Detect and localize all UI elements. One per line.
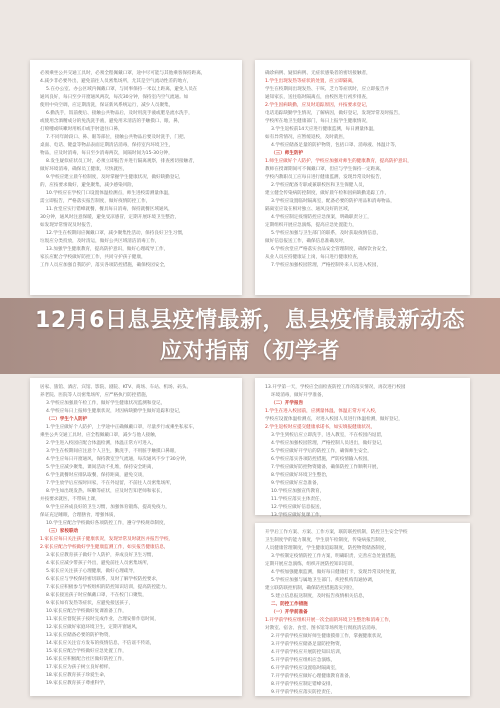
text-line: 1.学生在进入校园前，应测量体温，体温正常方可入校， xyxy=(265,409,380,414)
text-line: 8.学校应做好环境卫生整治， xyxy=(271,473,331,478)
banner-title: 12月6日息县疫情最新，息县疫情最新动态应对指南（初学者 xyxy=(35,308,465,364)
text-line: 2.学生返校时应提交健康承诺书，如实填报健康状况， xyxy=(265,425,376,430)
document-page-2 xyxy=(255,60,470,295)
text-line: 家长应配合学校做好防控工作，共同守护孩子健康， xyxy=(40,255,146,260)
text-line: 7.家长应积极参与学校组织的防控知识培训，提高防控能力， xyxy=(46,585,170,590)
text-line: 9.学生应养成良好的卫生习惯，加强体育锻炼，提高免疫力， xyxy=(46,505,170,510)
text-line: 1.师生应做好个人防护，学校应加强对师生的健康教育，提高防护意识， xyxy=(265,159,412,164)
text-line: 8.发生疑似症状员工时，必须立即报告并进行隔离观察，排查密切接触者， xyxy=(46,159,198,164)
text-line: 9.开学前学校应落实防控责任， xyxy=(271,690,336,695)
text-line: 9.学校应做好应急准备， xyxy=(271,481,322,486)
text-line: 学校所在地卫生健康部门，每日上报学生健康情况， xyxy=(265,119,371,124)
text-line: 桌面、电话、键盘等物品表面定期清洁消毒，保持室内环境卫生， xyxy=(40,143,174,148)
text-line: 4.学校应储备足量的防护物资，包括口罩、消毒液、体温计等， xyxy=(271,143,400,148)
text-line: 开学后工作方案、方案、工作方案，联防联控机制，防控卫生安全学校 xyxy=(265,530,408,535)
text-line: 的，应按要求做好，避免聚集，减少感染风险， xyxy=(40,183,137,188)
text-line: 3.学生返校前14天应进行健康监测，每日测量体温， xyxy=(271,127,378,132)
text-line: 6.勤洗手，饭前便后、接触公共物品后，及时用洗手液或肥皂流水洗手， xyxy=(46,111,193,116)
text-line: 4.家长应减少带孩子外出，避免前往人员密集场所， xyxy=(46,561,152,566)
text-line: 学校内教职员工应每日进行健康监测，发现异常及时报告， xyxy=(265,175,385,180)
text-line: 保证充足睡眠，合理膳食，增强体质， xyxy=(40,513,119,518)
text-line: 2.学生因病缺勤，应及时追踪原因，并按要求登记， xyxy=(265,103,371,108)
text-line: 电话追踪缺勤学生情况，了解病因，做好登记，发现异常及时报告， xyxy=(265,111,403,116)
text-line: 13.加强学生健康教育，提高防护意识，做好心理疏导工作， xyxy=(46,247,169,252)
text-line: 6.学生就餐时应排队取餐，保持距离，避免交谈， xyxy=(46,473,147,478)
text-line: 5.学生应减少聚集，课间活动不扎堆，保持安全距离， xyxy=(46,465,157,470)
text-line: 使用中央空调，应定期清洗，保证新风系统运行，减少人员聚集， xyxy=(40,103,174,108)
section-heading: （一）开学前准备 xyxy=(271,610,308,615)
text-line: 7.学校应加强校园管理，严格控制外来人员进入校园， xyxy=(271,263,382,268)
text-line: 乘坐公共交通工具时，应全程佩戴口罩，减少与他人接触， xyxy=(40,433,160,438)
text-line: 并按要求就医，不带病上课， xyxy=(40,497,100,502)
text-line: 需立即报告，严格落实报告制度，做好疫情防控工作， xyxy=(40,199,151,204)
text-line: 1.学生应做好个人防护，上学途中正确佩戴口罩，尽量步行或乘坐私家车， xyxy=(46,425,198,430)
text-line: 3.学生在校期间应注意个人卫生，勤洗手，不用脏手触摸口鼻眼， xyxy=(46,449,180,454)
text-line: 7.不同年龄段口、鼻、眼等部位，接触公共物品后要及时洗手，门把、 xyxy=(46,135,189,140)
text-line: 通风良好，每日至少开窗通风两次，每次30分钟，保持室内空气流通。如 xyxy=(40,95,189,100)
text-line: 30分钟，通风时注意保暖，避免受凉感冒，定期开展环境卫生整治， xyxy=(40,215,180,220)
text-line: 7.开学前学校应做好心理健康教育准备， xyxy=(271,674,354,679)
text-line: 1.学生出现发热等症状的处置，应立即隔离， xyxy=(265,79,357,84)
text-line: 2.家长应配合学校做好学生健康监测工作，如实报告健康信息， xyxy=(40,545,169,550)
text-line: 如有异常情况，应暂缓返校，及时就医， xyxy=(265,135,348,140)
text-line: 建立健全传染病防控制度，做好晨午检和因病缺勤追踪工作， xyxy=(265,191,390,196)
text-line: 19.家长应教育孩子尊重科学， xyxy=(46,681,109,686)
text-line: 5.学校应加强与卫生部门的联系，及时获取疫情信息， xyxy=(271,231,382,236)
text-line: 2.开学前学校应做好师生健康摸排工作，掌握健康状况， xyxy=(271,634,386,639)
text-line: 做好信息报送工作，确保信息准确及时， xyxy=(265,239,348,244)
text-line: 9.学校应建立晨午检制度，及时掌握学生健康状况，做好缺勤登记， xyxy=(46,175,184,180)
text-line: 8.家长接送孩子时应佩戴口罩，不在校门口聚集， xyxy=(46,593,147,598)
section-heading: （三）家校联动 xyxy=(46,529,79,534)
text-line: 13.开学第一天，学校应全面检查防控工作的落实情况，再次进行校园 xyxy=(265,385,406,390)
text-line: 确诊病例、疑似病例、无症状感染者的密切接触者， xyxy=(265,71,371,76)
text-line: 4.减少非必要外出，避免前往人员密集场所，尤其是空气流动性差的地方， xyxy=(40,79,192,84)
text-line: 2.学校应配备专职或兼职校医和卫生保健人员， xyxy=(271,183,368,188)
text-line: 6.学校应落实各项防控措施，严防疫情输入校园， xyxy=(271,457,372,462)
text-line: 14.家长应关注官方发布的疫情信息，不信谣不传谣， xyxy=(46,641,155,646)
text-line: 教师在授课期间可不佩戴口罩，但应与学生保持一定距离， xyxy=(265,167,385,172)
document-page-5 xyxy=(255,523,470,696)
text-line: 1.家长应每日关注孩子健康状况，发现异常及时就医并报告学校， xyxy=(40,537,174,542)
text-line: 12.家长应做好家庭环境卫生，定期开窗通风， xyxy=(46,625,141,630)
text-line: 1.开学前学校应组织开展一次全面的环境卫生整治和消毒工作， xyxy=(265,618,394,623)
text-line: 10.家长应配合学校做好复课准备工作， xyxy=(46,609,127,614)
text-line: 10.学生应配合学校做好各项防控工作，遵守学校规章制度， xyxy=(46,521,169,526)
text-line: 6.家长应与学校保持密切联系，及时了解学校防控要求， xyxy=(46,577,161,582)
text-line: 3.学校应加强晨午检工作，做好学生健康状况监测和登记， xyxy=(46,401,166,406)
text-line: 卫生制度学的能力制度，学生晨午检制度，传染病报告制度， xyxy=(265,538,390,543)
text-line: 必须乘坐公共交通工具时，必须全程佩戴口罩，途中尽可能与其他乘客保持距离， xyxy=(40,71,206,76)
text-line: 17.家长应为孩子树立良好榜样， xyxy=(46,665,114,670)
text-line: 4.开学前学校应开展防控知识培训， xyxy=(271,650,345,655)
text-line: 对教室、宿舍、食堂、图书馆等场所进行彻底清洁消毒， xyxy=(265,626,380,631)
section-heading: （二）开学报告 xyxy=(271,401,304,406)
text-line: 18.家长应教育孩子珍爱生命， xyxy=(46,673,109,678)
text-line: 物品，应及时消毒，每日至少消毒两次，间隔时间为15-30分钟， xyxy=(40,151,173,156)
text-line: 15.家长应配合学校做好应急处置工作， xyxy=(46,649,127,654)
text-line: 4.学校应每日上报师生健康状况，对因病缺勤学生做好追踪和登记， xyxy=(46,409,184,414)
text-line: 10.学校应加强宣传教育， xyxy=(271,489,325,494)
text-line: 5.开学前学校应组织应急演练， xyxy=(271,658,336,663)
text-line: 3.学校应设置临时隔离室，配备必要的防护用品和消毒物品， xyxy=(271,199,395,204)
text-line: 做好环境消毒，确保员工健康，尽快就医， xyxy=(40,167,128,172)
text-line: 5.学校应加强与属地卫生部门、疾控机构沟通协调， xyxy=(271,578,377,583)
text-line: 定期组织开展应急演练，提高应急处置能力， xyxy=(265,223,357,228)
text-line: 5.家长应关注孩子心理健康，做好心理疏导， xyxy=(46,569,138,574)
text-line: 居家、旅馆、酒店、宾馆、影院、剧院、KTV、商场、车站、机场、码头、 xyxy=(40,385,192,390)
text-line: 隔离室应设在相对独立、通风良好的区域， xyxy=(265,207,353,212)
text-line: 或使用含酒精成分的免洗洗手液，避免用未清洁的手触摸口、眼、鼻， xyxy=(40,119,183,124)
text-line: 工作人员应加强自我防护，落实各项防控措施，确保校园安全， xyxy=(40,263,169,268)
text-line: 3.家长应教育孩子做好个人防护，养成良好卫生习惯， xyxy=(46,553,157,558)
text-line: 11.家长应督促孩子按时完成作业，合理安排作息时间， xyxy=(46,617,159,622)
text-line: 12.学校应做好信息报送， xyxy=(271,505,325,510)
text-line: 11.食堂应实行错峰就餐，餐具每日消毒，保持就餐区域通风， xyxy=(46,207,173,212)
text-line: 3.开学前学校应储备足量防控物资， xyxy=(271,642,345,647)
text-line: 9.家长如有发热等症状，应避免接送孩子， xyxy=(46,601,134,606)
text-line: 16.家长应积极配合社区做好防控工作， xyxy=(46,657,127,662)
text-line: 5.建立信息报送制度，及时报告疫情相关信息， xyxy=(271,594,368,599)
text-line: 3.学生到校后应立即洗手，进入教室，不在校园内逗留， xyxy=(271,433,386,438)
text-line: 3.学校制定疫情防控工作方案，明确职责，完善应急处置措施， xyxy=(271,554,400,559)
text-line: 学校应设置体温检测点，对进入校园人员进行体温检测，做好登记， xyxy=(265,417,403,422)
text-line: 12.学生在校期间应佩戴口罩，减少聚集性活动，保持良好卫生习惯， xyxy=(46,231,187,236)
text-line: 2.学生进入校园应配合体温检测，体温正常方可进入， xyxy=(46,441,157,446)
text-line: 定期开展应急演练，组织开展防控知识培训， xyxy=(265,562,357,567)
text-line: 4.学校应制定疫情防控应急预案，明确职责分工， xyxy=(271,215,372,220)
title-banner xyxy=(0,298,500,374)
text-line: 学生在校期间出现发热、干咳、乏力等症状时，应立即报告并 xyxy=(265,87,390,92)
text-line: 4.学校应加强校园管理，严格控制人员进出，做好登记， xyxy=(271,441,386,446)
text-line: 从业人员应持健康证上岗，每日进行健康检查， xyxy=(265,255,362,260)
section-heading: 二、防控工作措施 xyxy=(271,602,308,607)
text-line: 打喷嚏或咳嗽时用纸巾或手肘遮住口鼻， xyxy=(40,127,123,132)
text-line: 6.开学前学校应设置临时隔离室， xyxy=(271,666,340,671)
section-heading: （二）学生个人防护 xyxy=(46,417,88,422)
text-line: 11.学校应落实主体责任， xyxy=(271,497,325,502)
document-page-4 xyxy=(255,378,470,518)
text-line: 环境消毒，做好开学准备， xyxy=(271,393,327,398)
text-line: 13.学校应做好复课工作， xyxy=(271,513,325,518)
text-line: 7.学校应做好防控物资储备，确保防控工作顺利开展， xyxy=(271,465,382,470)
document-page-3 xyxy=(30,378,242,696)
text-line: 通知家长，送往临时隔离点，由校医进行初步排查， xyxy=(265,95,371,100)
text-line: 7.学生放学后应按时回家，不在外逗留，不前往人员密集场所， xyxy=(46,481,175,486)
text-line: 4.学校加强健康监测，做好每日健康打卡，发现异常及时处置， xyxy=(271,570,400,575)
text-line: 养老院、医院等人员密集场所，应严格执行防控措施， xyxy=(40,393,151,398)
text-line: 8.学生如出现发热、咳嗽等症状，应及时告知老师和家长， xyxy=(46,489,166,494)
text-line: 建立联防联控机制，确保防控措施落实到位， xyxy=(265,586,357,591)
text-line: 6.学校食堂应严格落实食品安全管理制度，确保饮食安全， xyxy=(271,247,391,252)
text-line: 4.学生应每日开窗通风，保持教室空气流通，每次通风不少于30分钟， xyxy=(46,457,190,462)
document-page-1 xyxy=(30,60,242,295)
text-line: 8.开学前学校应制定错峰安排， xyxy=(271,682,336,687)
section-heading: （三）师生防护 xyxy=(271,151,304,156)
text-line: 垃圾应分类投放，及时清运，做好公共区域清洁消毒工作， xyxy=(40,239,160,244)
text-line: 5.在办公室、办公区域内佩戴口罩，与同事保持一米以上距离，避免人员在 xyxy=(46,87,198,92)
text-line: 人员健康管理制度，学生健康追踪制度，防控物资储备制度， xyxy=(265,546,390,551)
text-line: 5.学校应做好开学后的防控工作，确保师生安全， xyxy=(271,449,372,454)
text-line: 13.家长应储备必要的防护物资， xyxy=(46,633,114,638)
text-line: 10.学校应在学校门口设置体温检测点，师生进校需测量体温， xyxy=(46,191,173,196)
text-line: 如发现异常情况及时报告， xyxy=(40,223,96,228)
